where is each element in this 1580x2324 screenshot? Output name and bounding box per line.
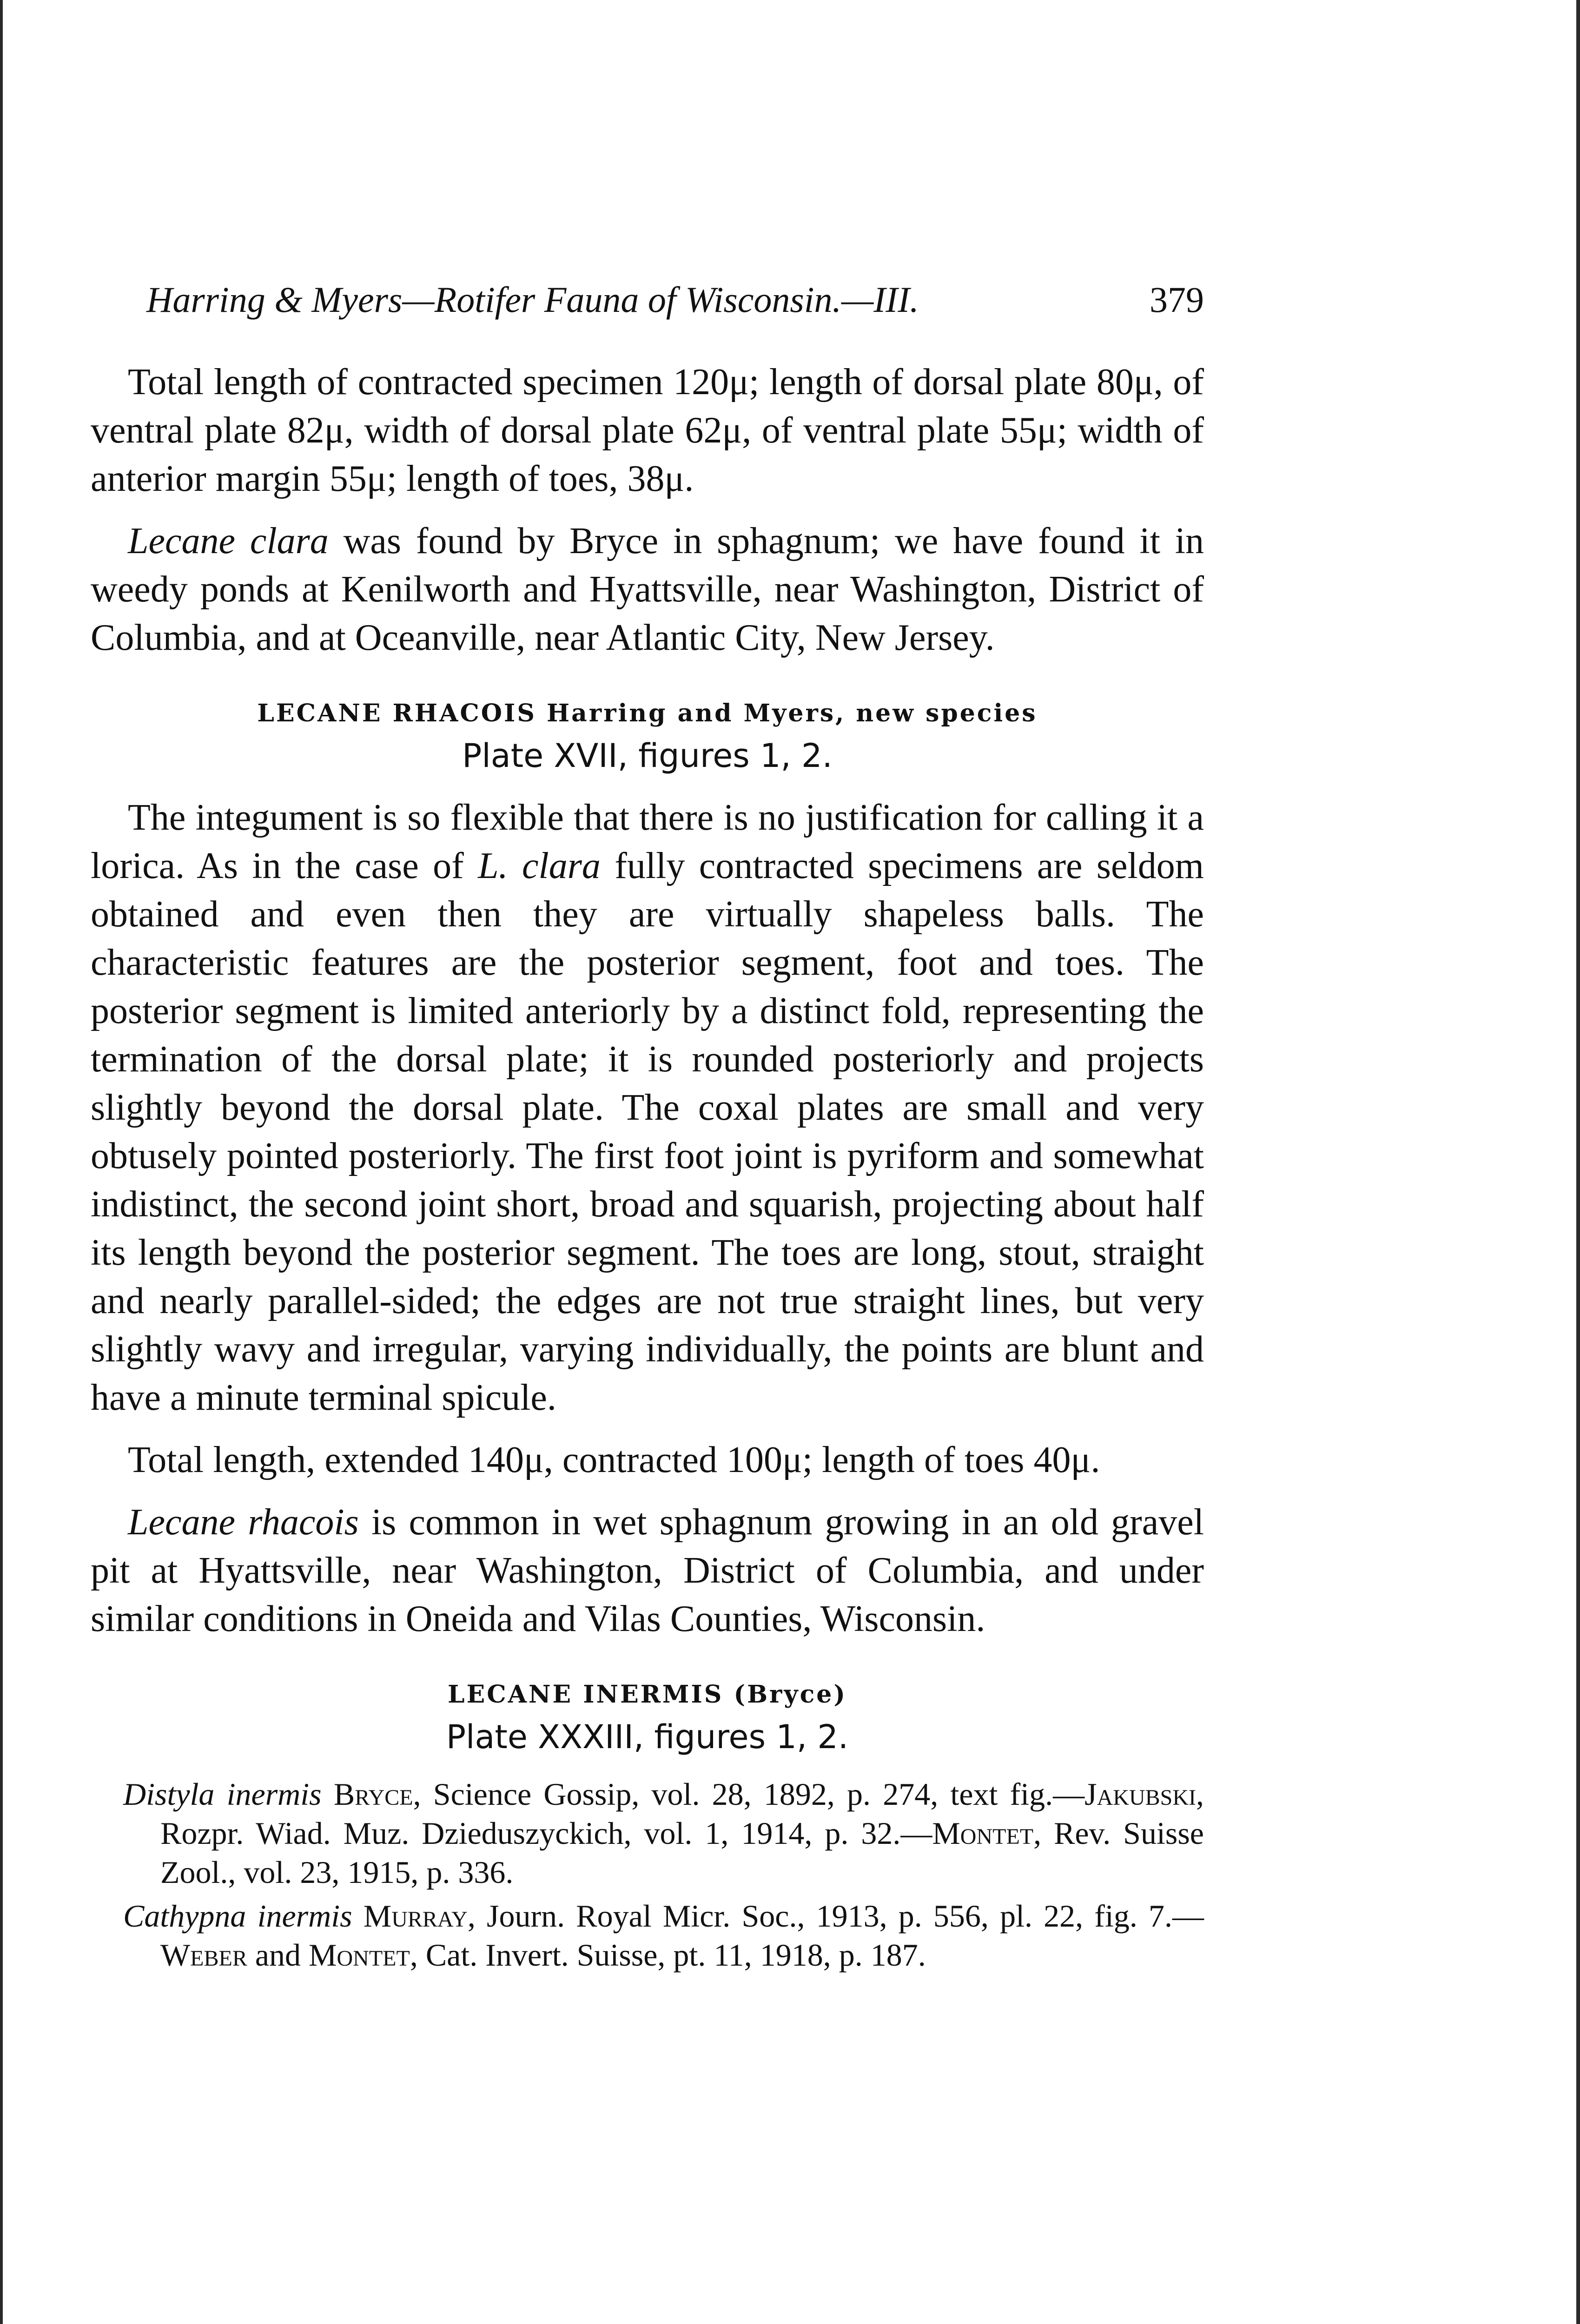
synonymy-entry-cathypna (91, 1896, 1204, 1974)
citation-text: , Cat. Invert. Suisse, pt. 11, 1918, p. 187. (410, 1937, 926, 1973)
author-name: Murray (363, 1898, 468, 1934)
author-name: Jakubski (1084, 1776, 1196, 1812)
citation-text: , Rozpr. Wiad. Muz. Dzieduszyckich, vol. 1, 1914, p. 32.— (160, 1776, 1204, 1851)
citation-text: , Science Gossip, vol. 28, 1892, p. 274, text fig.— (413, 1776, 1085, 1812)
plate-reference-rhacois: Plate XVII, figures 1, 2. (462, 737, 833, 775)
paragraph-clara-occurrence (91, 517, 1204, 662)
paragraph-rhacois-occurrence (91, 1498, 1204, 1643)
author-name: Bryce (333, 1776, 413, 1812)
running-head-title: Harring & Myers—Rotifer Fauna of Wisconsin.—III. (146, 279, 919, 320)
species-name: L. clara (478, 845, 601, 886)
synonym-name: Cathypna inermis (123, 1898, 352, 1934)
page-number: 379 (1150, 279, 1204, 320)
paragraph-rhacois-description (91, 793, 1204, 1422)
running-head (146, 279, 1204, 321)
paragraph-text: is common in wet sphagnum growing in an old gravel pit at Hyattsville, near Washington, District of Columbia, and under similar conditions in Oneida and Vilas Counties, Wisconsin. (91, 1502, 1204, 1639)
paragraph-text: was found by Bryce in sphagnum; we have found it in weedy ponds at Kenilworth and Hyattsville, near Washington, District of Columbia, and at Oceanville, near Atlantic City, New Jersey. (91, 521, 1204, 658)
species-name: Lecane rhacois (128, 1502, 359, 1543)
author-name: Montet (932, 1816, 1034, 1851)
paragraph-text: fully contracted specimens are seldom obtained and even then they are virtually shapeless balls. The characteristic features are the posterior segment, foot and toes. The posterior segment is limited anteriorly by a distinct fold, representing the termination of the dorsal plate; it is rounded posteriorly and projects slightly beyond the dorsal plate. The coxal plates are small and very obtusely pointed posteriorly. The first foot joint is pyriform and somewhat indistinct, the second joint short, broad and squarish, projecting about half its length beyond the posterior segment. The toes are long, stout, straight and nearly parallel-sided; the edges are not true straight lines, but very slightly wavy and irregular, varying individually, the points are blunt and have a minute terminal spicule. (91, 845, 1204, 1418)
species-name: Lecane clara (128, 521, 329, 561)
citation-text: and (247, 1937, 309, 1973)
scan-left-border (0, 0, 3, 2324)
synonymy-entry-distyla (91, 1775, 1204, 1892)
author-name: Weber (160, 1937, 247, 1973)
paragraph-clara-measurements: Total length of contracted specimen 120μ; length of dorsal plate 80μ, of ventral plate 82μ, width of dorsal plate 62μ, of ventral plate 55μ; width of anterior margin 55μ; length of toes, 38μ. (91, 362, 1204, 499)
citation-text: , Journ. Royal Micr. Soc., 1913, p. 556, pl. 22, fig. 7.— (467, 1898, 1204, 1934)
plate-reference-inermis: Plate XXXIII, figures 1, 2. (446, 1718, 849, 1756)
species-heading-inermis: LECANE INERMIS (Bryce) (448, 1680, 847, 1709)
citation-text: , Rev. Suisse Zool., vol. 23, 1915, p. 336. (160, 1816, 1204, 1890)
synonym-name: Distyla inermis (123, 1776, 322, 1812)
paragraph-rhacois-measurements: Total length, extended 140μ, contracted 100μ; length of toes 40μ. (128, 1439, 1100, 1480)
author-name: Montet (309, 1937, 410, 1973)
paragraph-text: The integument is so flexible that there is no justification for calling it a lorica. As in the case of (91, 797, 1204, 886)
species-heading-rhacois: LECANE RHACOIS Harring and Myers, new species (257, 699, 1038, 727)
scan-right-border (1576, 0, 1580, 2324)
page-content (91, 279, 1204, 1979)
